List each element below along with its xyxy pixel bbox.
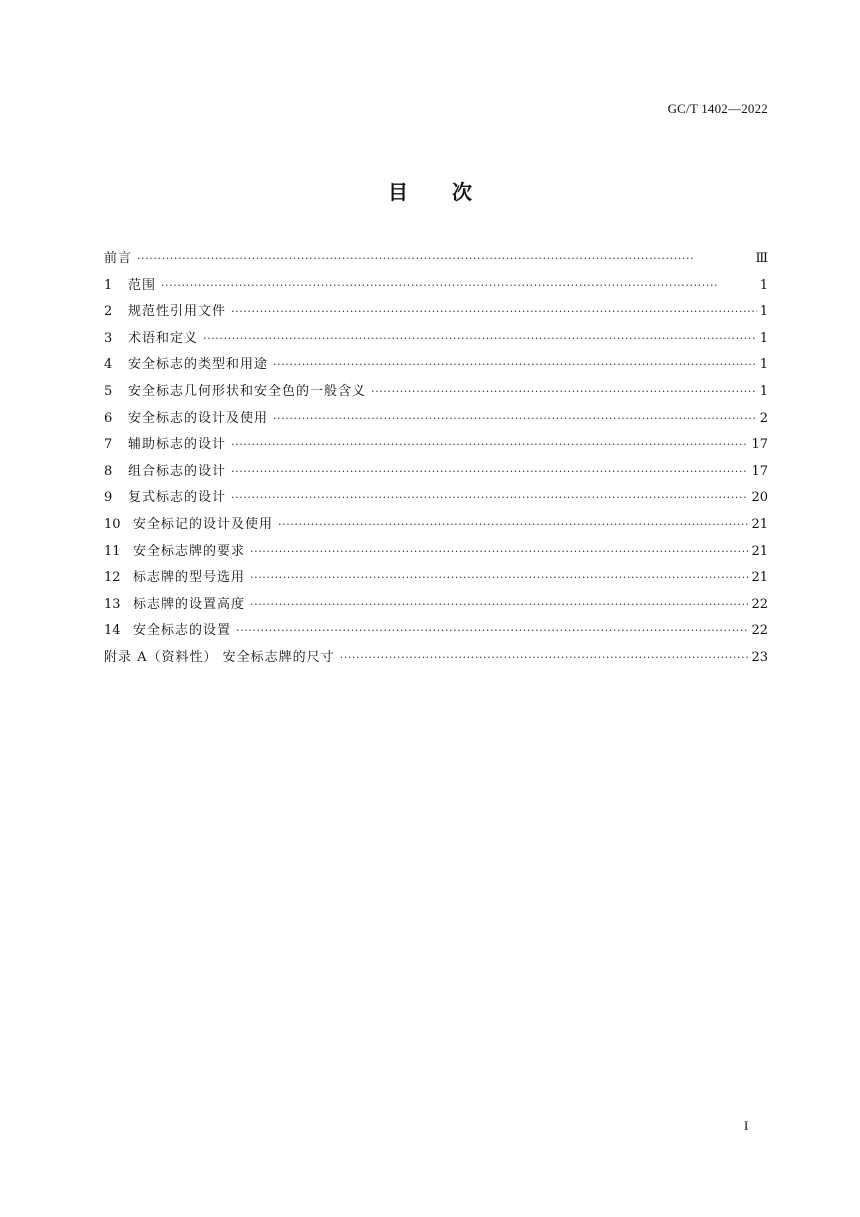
toc-entry-number: 6 [104, 410, 113, 426]
toc-entry-number: 7 [104, 437, 113, 453]
toc-entry-number: 5 [104, 383, 113, 399]
toc-entry[interactable] [104, 299, 768, 326]
toc-leader-dots [371, 379, 757, 406]
toc-leader-dots [340, 645, 749, 672]
toc-entry-title: 前言 [104, 251, 133, 266]
toc-entry-number: 10 [104, 516, 121, 532]
toc-entry[interactable] [104, 406, 768, 433]
toc-entry-title: 标志牌的设置高度 [133, 596, 246, 612]
toc-entry[interactable] [104, 512, 768, 539]
toc-leader-dots [273, 352, 757, 379]
toc-leader-dots [231, 299, 757, 326]
toc-entry-number: 12 [104, 570, 121, 586]
toc-leader-dots [273, 406, 757, 433]
toc-entry-title: 安全标记的设计及使用 [133, 516, 274, 532]
toc-entry-page: 1 [759, 330, 768, 346]
toc-entry-title: 组合标志的设计 [128, 463, 227, 479]
toc-entry[interactable] [104, 645, 768, 672]
toc-entry-number: 1 [104, 277, 113, 293]
toc-leader-dots [203, 326, 757, 353]
table-of-contents [104, 246, 768, 672]
toc-entry[interactable] [104, 592, 768, 619]
page-title: 目次 [388, 180, 516, 204]
toc-entry-number: 14 [104, 623, 121, 639]
toc-entry-title: 安全标志的设计及使用 [128, 410, 269, 426]
toc-entry-number: 8 [104, 463, 113, 479]
toc-entry[interactable] [104, 273, 768, 300]
toc-entry-page: 20 [751, 490, 768, 506]
toc-entry[interactable] [104, 352, 768, 379]
toc-leader-dots [231, 432, 748, 459]
toc-entry-title: 复式标志的设计 [128, 490, 227, 506]
toc-entry[interactable] [104, 565, 768, 592]
toc-entry-number: 4 [104, 357, 113, 373]
toc-entry-page: 21 [751, 543, 768, 559]
toc-entry-page: 1 [759, 277, 768, 293]
toc-entry-number: 9 [104, 490, 113, 506]
toc-entry-title: 范围 [128, 277, 157, 293]
toc-entry-page: 23 [751, 649, 768, 665]
toc-entry-title: 标志牌的型号选用 [133, 570, 246, 586]
standard-code: GC/T 1402—2022 [667, 101, 768, 116]
toc-entry-page: 21 [751, 570, 768, 586]
toc-leader-dots [231, 485, 748, 512]
toc-entry-title: 安全标志牌的要求 [133, 543, 246, 559]
toc-entry-title: 术语和定义 [128, 330, 199, 346]
toc-entry[interactable] [104, 246, 768, 273]
page-number: I [744, 1118, 749, 1133]
toc-entry-page: 1 [759, 357, 768, 373]
toc-entry[interactable] [104, 326, 768, 353]
toc-entry-number: 3 [104, 330, 113, 346]
toc-entry-page: 17 [751, 463, 768, 479]
toc-entry-page: 21 [751, 516, 768, 532]
toc-entry-title: 附录 A（资料性） 安全标志牌的尺寸 [104, 649, 335, 665]
toc-leader-dots [236, 618, 748, 645]
toc-entry-page: 1 [759, 304, 768, 320]
toc-entry[interactable] [104, 379, 768, 406]
toc-entry[interactable] [104, 432, 768, 459]
toc-entry-page: 17 [751, 437, 768, 453]
toc-entry-title: 规范性引用文件 [128, 304, 227, 320]
toc-entry-title: 辅助标志的设计 [128, 437, 227, 453]
toc-entry-number: 11 [104, 543, 121, 559]
toc-leader-dots [250, 592, 748, 619]
toc-entry-page: Ⅲ [755, 251, 768, 266]
toc-entry-number: 2 [104, 304, 113, 320]
toc-entry-title: 安全标志几何形状和安全色的一般含义 [128, 383, 367, 399]
toc-entry-page: 22 [751, 623, 768, 639]
toc-entry-number: 13 [104, 596, 121, 612]
toc-leader-dots [231, 459, 748, 486]
toc-leader-dots [250, 565, 748, 592]
toc-entry[interactable] [104, 539, 768, 566]
toc-entry-page: 1 [759, 383, 768, 399]
toc-entry-page: 2 [759, 410, 768, 426]
toc-leader-dots [250, 539, 748, 566]
toc-leader-dots [278, 512, 748, 539]
toc-entry[interactable] [104, 485, 768, 512]
toc-leader-dots [161, 273, 757, 300]
toc-entry[interactable] [104, 459, 768, 486]
toc-leader-dots [137, 246, 752, 273]
toc-entry-page: 22 [751, 596, 768, 612]
toc-entry[interactable] [104, 618, 768, 645]
toc-entry-title: 安全标志的类型和用途 [128, 357, 269, 373]
toc-entry-title: 安全标志的设置 [133, 623, 232, 639]
